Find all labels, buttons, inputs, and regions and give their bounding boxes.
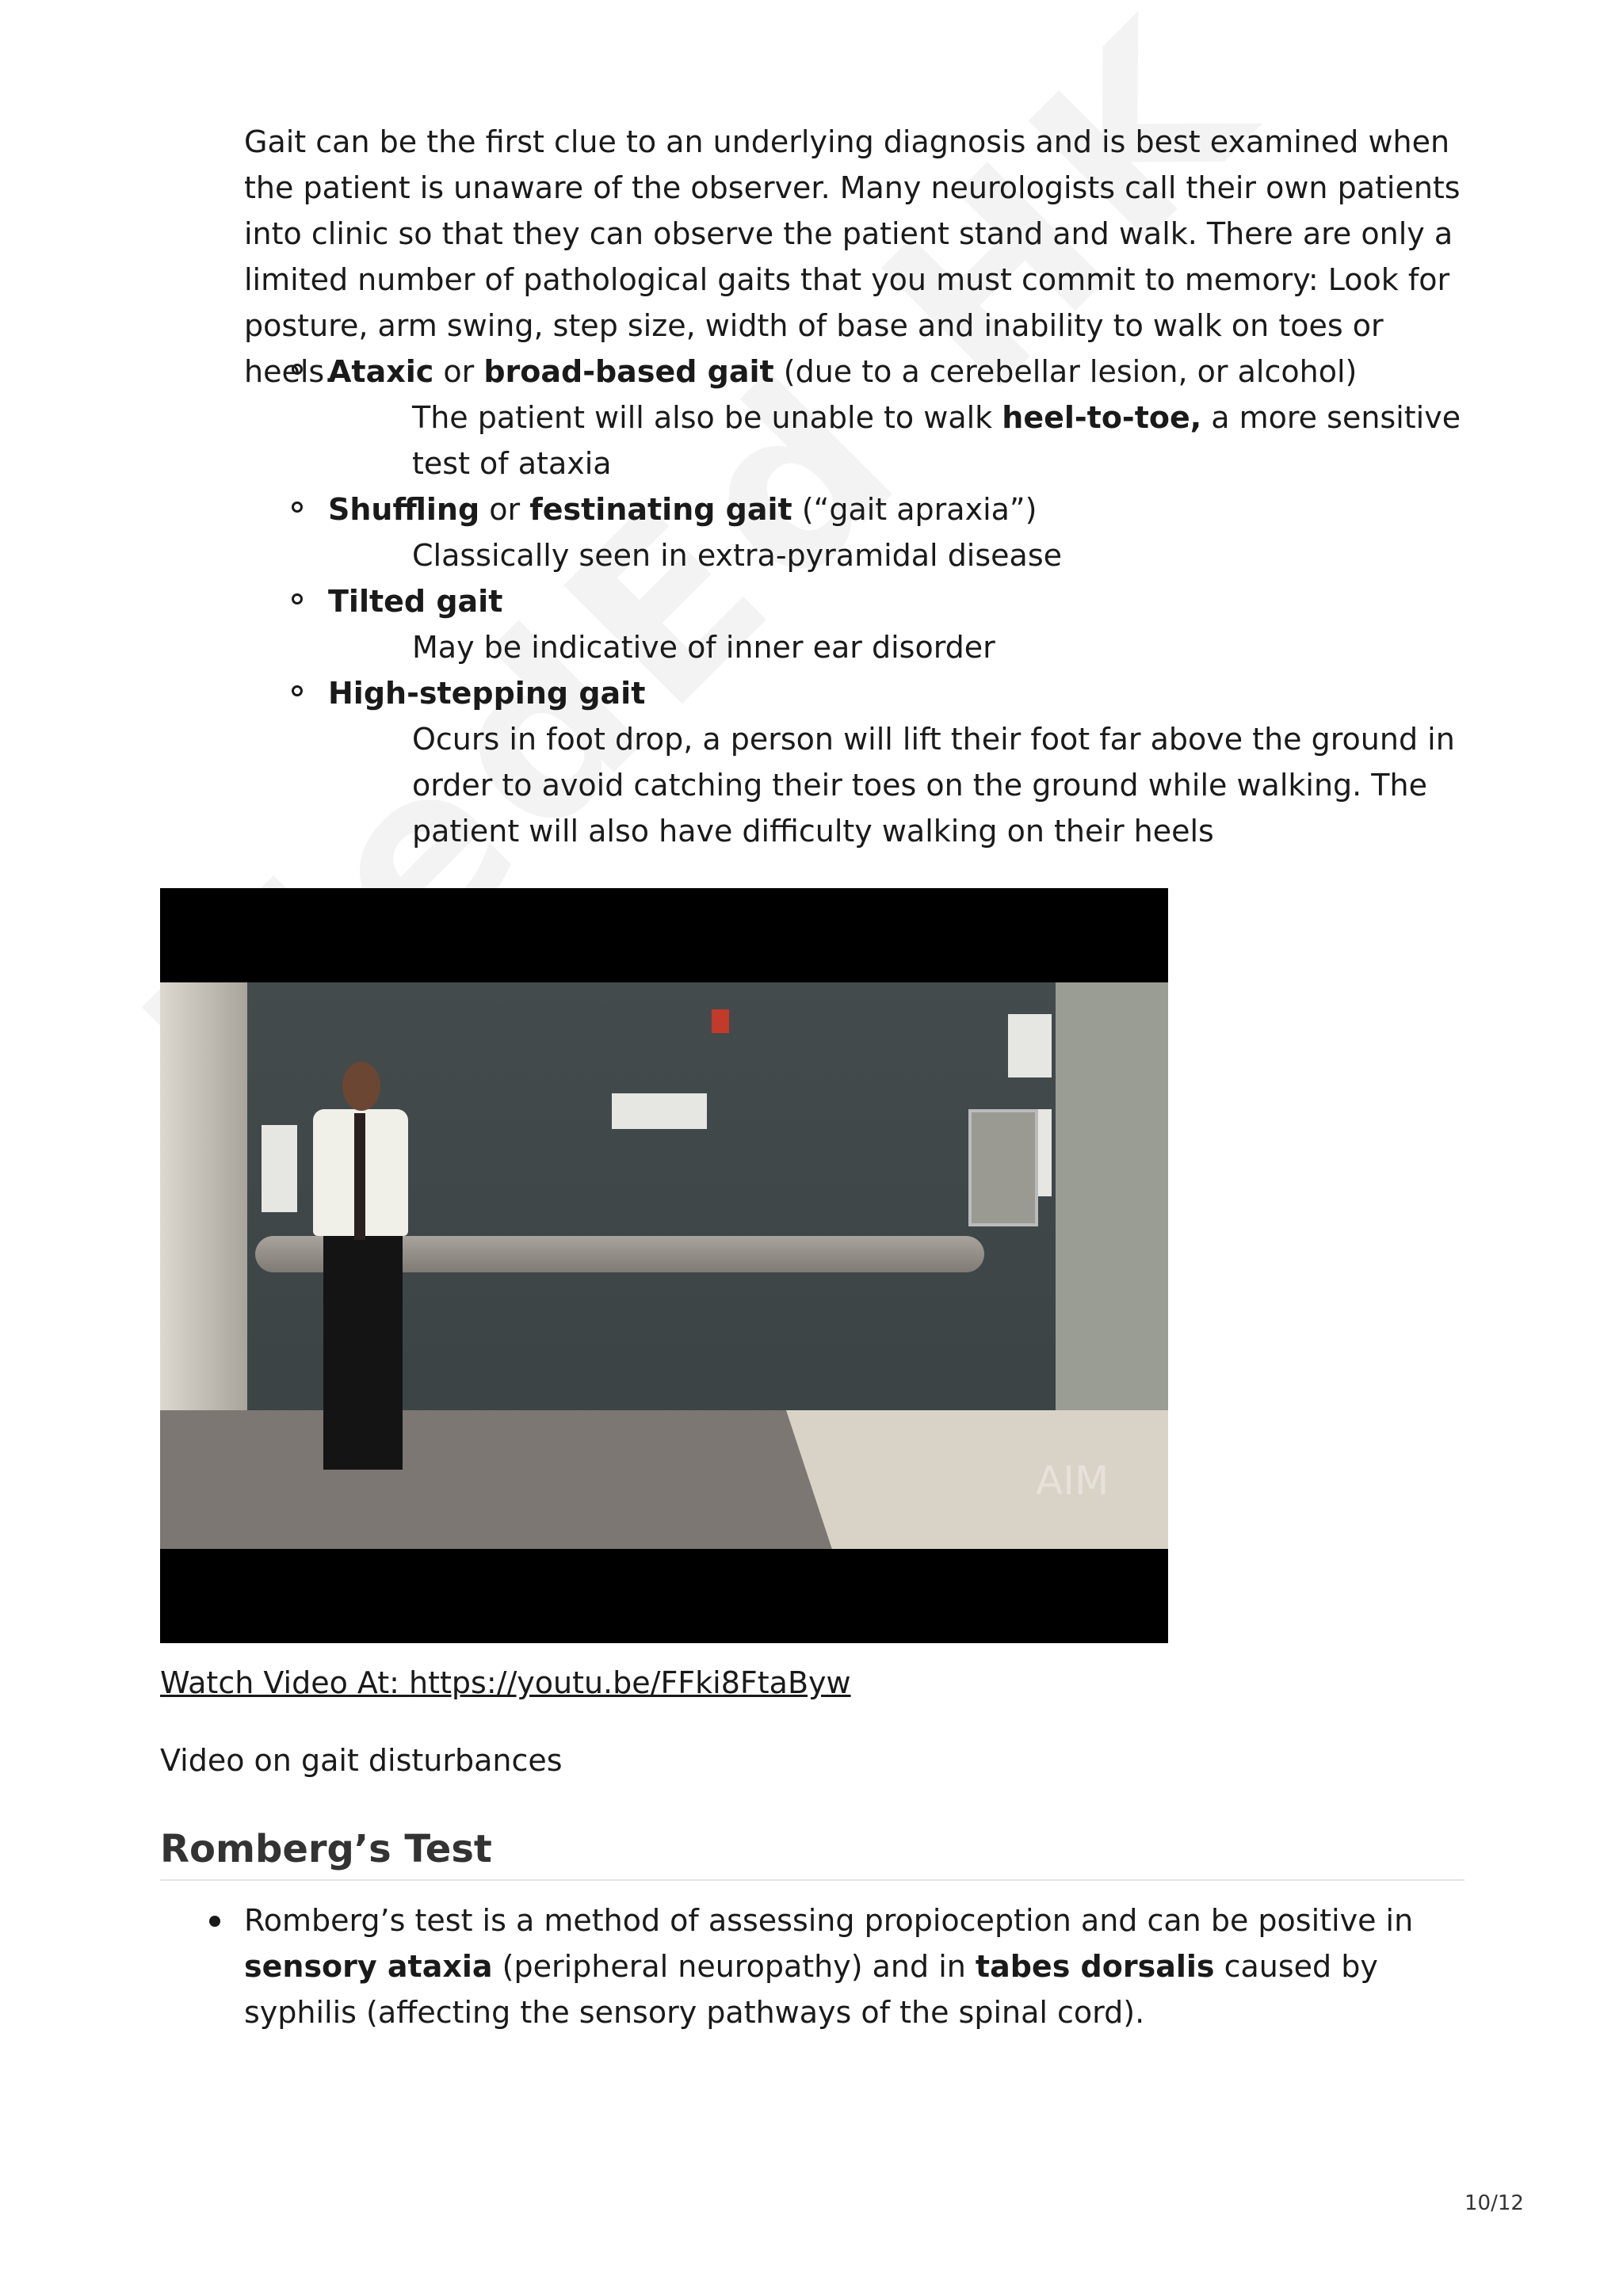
romberg-text: (peripheral neuropathy) and in xyxy=(492,1949,976,1984)
video-link-label: Watch Video At: xyxy=(160,1665,410,1700)
gait-heading xyxy=(328,349,1480,395)
video-logo: AIM xyxy=(1036,1458,1109,1504)
gait-desc-bold: heel-to-toe, xyxy=(1002,400,1202,435)
video-link-url: https://youtu.be/FFki8FtaByw xyxy=(409,1665,851,1700)
gait-term: Ataxic xyxy=(328,354,434,389)
gait-heading xyxy=(328,670,1480,716)
gait-item-high-stepping xyxy=(244,670,1480,854)
romberg-text: caused by syphilis (affecting the sensory pathways of the spinal cord). xyxy=(244,1949,1378,2030)
romberg-item xyxy=(160,1897,1465,2035)
video-caption: Video on gait disturbances xyxy=(160,1743,563,1778)
wall-panel xyxy=(968,1109,1038,1226)
romberg-text: Romberg’s test is a method of assessing propioception and can be positive in xyxy=(244,1903,1414,1938)
gait-connector: or xyxy=(479,492,530,527)
video-player[interactable] xyxy=(160,888,1168,1643)
intro-paragraph: Gait can be the first clue to an underlying diagnosis and is best examined when the patient is unaware of the observer. Many neurologists call their own patients into clinic so that they can observe the patient stand and walk. There are only a limited number of pathological gaits that you must commit to memory: Look for posture, arm swing, step size, width of base and inability to walk on toes or heels. xyxy=(244,124,1461,389)
gait-list xyxy=(244,349,1480,854)
page-number: 10/12 xyxy=(1465,2191,1524,2215)
romberg-bold: sensory ataxia xyxy=(244,1949,493,1984)
hollow-bullet-icon xyxy=(292,502,303,513)
gait-term: broad-based gait xyxy=(483,354,774,389)
gait-term: High-stepping gait xyxy=(328,676,646,711)
wall-sign xyxy=(1008,1014,1052,1077)
section-heading: Romberg’s Test xyxy=(160,1824,1465,1881)
person-legs xyxy=(323,1232,403,1470)
romberg-list xyxy=(160,1897,1465,2035)
gait-note: (“gait apraxia”) xyxy=(792,492,1037,527)
hollow-bullet-icon xyxy=(292,364,303,375)
gait-description xyxy=(328,716,1480,854)
gait-item-ataxic xyxy=(244,349,1480,486)
gait-description xyxy=(328,624,1480,670)
gait-note: (due to a cerebellar lesion, or alcohol) xyxy=(773,354,1358,389)
bullet-icon xyxy=(209,1916,220,1927)
gait-term: festinating gait xyxy=(529,492,792,527)
wall-sign xyxy=(262,1125,297,1212)
gait-desc-text: a more sensitive test of ataxia xyxy=(412,400,1461,481)
floor-light xyxy=(786,1410,1168,1549)
gait-heading xyxy=(328,486,1480,532)
wall-sign xyxy=(612,1093,707,1129)
gait-desc-text: Ocurs in foot drop, a person will lift their foot far above the ground in order to avoid catching their toes on the ground while walking. The patient will also have difficulty walking on their heels xyxy=(412,722,1455,849)
person-tie xyxy=(354,1113,365,1240)
gait-term: Shuffling xyxy=(328,492,480,527)
hollow-bullet-icon xyxy=(292,593,303,605)
gait-desc-text: The patient will also be unable to walk xyxy=(412,400,1002,435)
gait-description xyxy=(328,395,1480,486)
gait-description xyxy=(328,532,1480,578)
hollow-bullet-icon xyxy=(292,685,303,696)
gait-item-shuffling xyxy=(244,486,1480,578)
video-frame xyxy=(160,982,1168,1549)
gait-heading xyxy=(328,578,1480,624)
gait-connector: or xyxy=(433,354,484,389)
video-link[interactable] xyxy=(160,1662,851,1703)
romberg-bold: tabes dorsalis xyxy=(975,1949,1215,1984)
fire-alarm xyxy=(712,1009,729,1033)
gait-desc-text: May be indicative of inner ear disorder xyxy=(412,630,995,665)
gait-desc-text: Classically seen in extra-pyramidal disease xyxy=(412,538,1063,573)
gait-term: Tilted gait xyxy=(328,584,503,619)
gait-item-tilted xyxy=(244,578,1480,670)
person-head xyxy=(342,1062,380,1111)
